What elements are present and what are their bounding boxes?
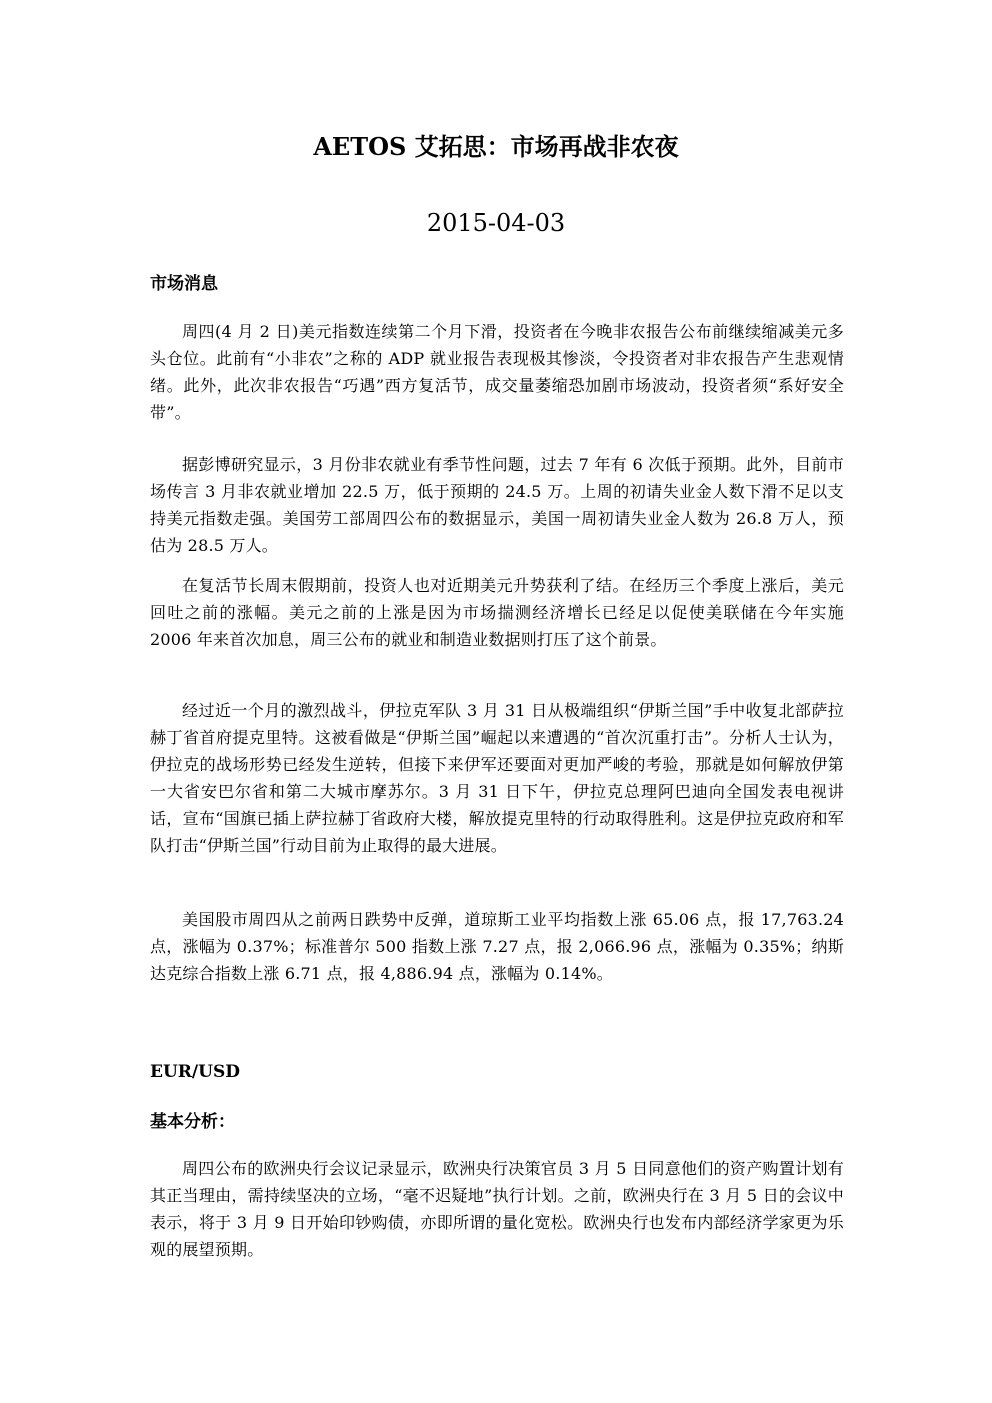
paragraph-5: 美国股市周四从之前两日跌势中反弹，道琼斯工业平均指数上涨 65.06 点，报 17,763.24 点，涨幅为 0.37%；标准普尔 500 指数上涨 7.27 点，报 2,066.96 点，涨幅为 0.35%；纳斯达克综合指数上涨 6.71 点，报 4,886.94 点，涨幅为 0.14%。 — [150, 910, 844, 983]
section-heading-fundamental-analysis: 基本分析： — [150, 1112, 235, 1132]
paragraph-4: 经过近一个月的激烈战斗，伊拉克军队 3 月 31 日从极端组织“伊斯兰国”手中收复北部萨拉赫丁省首府提克里特。这被看做是“伊斯兰国”崛起以来遭遇的“首次沉重打击”。分析人士认为，伊拉克的战场形势已经发生逆转，但接下来伊军还要面对更加严峻的考验，那就是如何解放伊第一大省安巴尔省和第二大城市摩苏尔。3 月 31 日下午，伊拉克总理阿巴迪向全国发表电视讲话，宣布“国旗已插上萨拉赫丁省政府大楼，解放提克里特的行动取得胜利。这是伊拉克政府和军队打击“伊斯兰国”行动目前为止取得的最大进展。 — [150, 701, 844, 855]
paragraph-2: 据彭博研究显示，3 月份非农就业有季节性问题，过去 7 年有 6 次低于预期。此外，目前市场传言 3 月非农就业增加 22.5 万，低于预期的 24.5 万。上周的初请失业金人数下滑不足以支持美元指数走强。美国劳工部周四公布的数据显示，美国一周初请失业金人数为 26.8 万人，预估为 28.5 万人。 — [150, 455, 844, 555]
document-date: 2015-04-03 — [426, 209, 566, 237]
paragraph-3: 在复活节长周末假期前，投资人也对近期美元升势获利了结。在经历三个季度上涨后，美元回吐之前的涨幅。美元之前的上涨是因为市场揣测经济增长已经足以促使美联储在今年实施 2006 年来首次加息，周三公布的就业和制造业数据则打压了这个前景。 — [150, 576, 844, 649]
analysis-paragraph: 周四公布的欧洲央行会议记录显示，欧洲央行决策官员 3 月 5 日同意他们的资产购置计划有其正当理由，需持续坚决的立场，“毫不迟疑地”执行计划。之前，欧洲央行在 3 月 5 日的会议中表示，将于 3 月 9 日开始印钞购债，亦即所谓的量化宽松。欧洲央行也发布内部经济学家更为乐观的展望预期。 — [150, 1159, 844, 1259]
paragraph-1: 周四(4 月 2 日)美元指数连续第二个月下滑，投资者在今晚非农报告公布前继续缩减美元多头仓位。此前有“小非农”之称的 ADP 就业报告表现极其惨淡，令投资者对非农报告产生悲观情绪。此外，此次非农报告“巧遇”西方复活节，成交量萎缩恐加剧市场波动，投资者须“系好安全带”。 — [150, 322, 844, 422]
section-heading-market-news: 市场消息 — [150, 274, 218, 294]
currency-pair-heading: EUR/USD — [150, 1062, 240, 1082]
document-title: AETOS 艾拓思：市场再战非农夜 — [313, 132, 679, 161]
